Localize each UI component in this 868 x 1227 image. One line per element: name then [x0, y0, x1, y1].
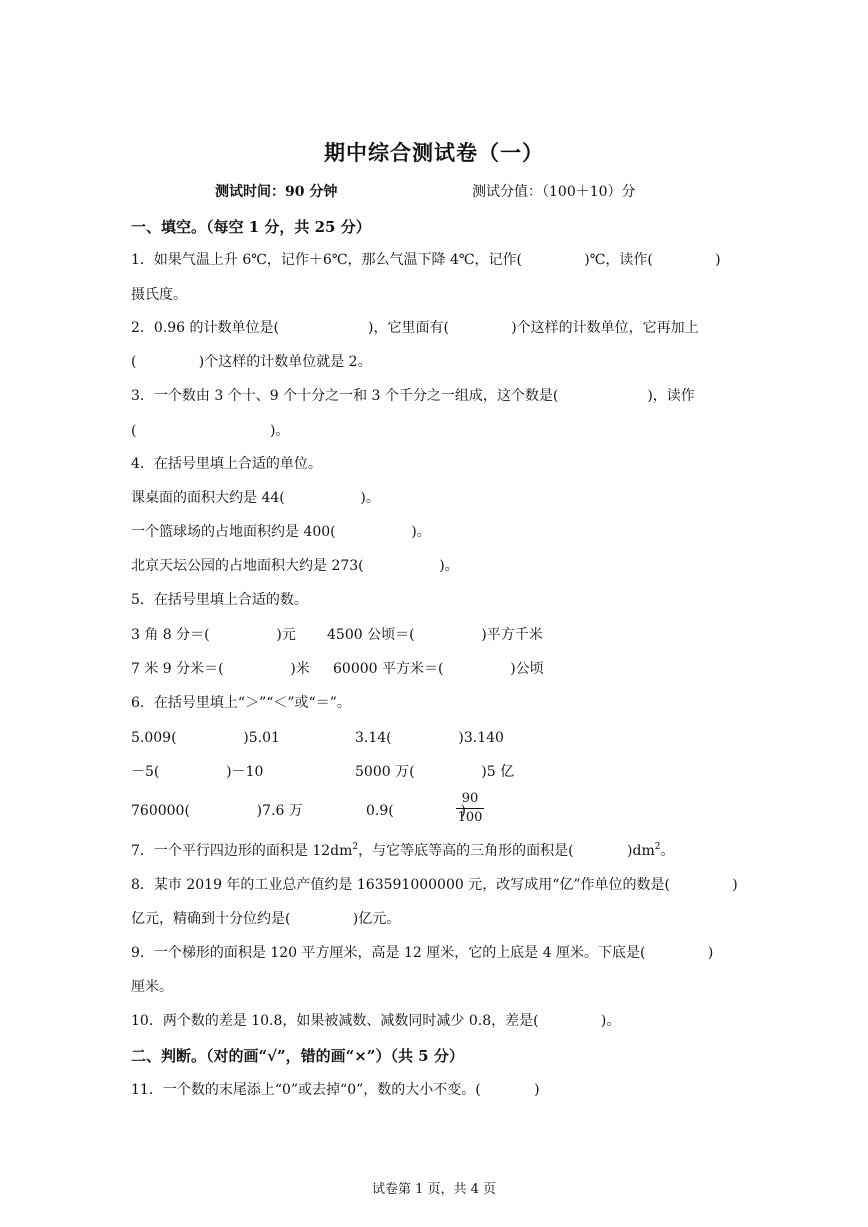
q7-end: 。 [660, 843, 675, 859]
q1-line-1: 1．如果气温上升 6℃，记作＋6℃，那么气温下降 4℃，记作( )℃，读作( ) [131, 252, 721, 268]
q3-line-1: 3．一个数由 3 个十、9 个十分之一和 3 个千分之一组成，这个数是( )，读作 [131, 388, 695, 404]
fraction-denominator: 100 [457, 810, 483, 825]
fraction-numerator: 90 [461, 791, 479, 806]
page-title: 期中综合测试卷（一） [324, 140, 544, 165]
q1-line-2: 摄氏度。 [131, 287, 187, 303]
q6-row-2-a: －5( )－10 [131, 764, 264, 780]
test-time: 测试时间：90 分钟 [215, 184, 338, 200]
q4-line-1: 课桌面的面积大约是 44( )。 [131, 490, 380, 506]
q9-line-1: 9．一个梯形的面积是 120 平方厘米，高是 12 厘米，它的上底是 4 厘米。下底是( ) [131, 945, 714, 961]
q5-row-2-b: 60000 平方米＝( )公顷 [333, 661, 544, 677]
q7-line [131, 841, 674, 861]
q6-stem: 6．在括号里填上“＞”“＜”或“＝”。 [131, 695, 351, 711]
q8-line-1: 8．某市 2019 年的工业总产值约是 163591000000 元，改写成用“亿”作单位的数是( ) [131, 877, 738, 893]
q11-line: 11．一个数的末尾添上“0”或去掉“0”，数的大小不变。( ) [131, 1082, 540, 1098]
q4-line-3: 北京天坛公园的占地面积大约是 273( )。 [131, 558, 459, 574]
q9-line-2: 厘米。 [131, 979, 173, 995]
q5-row-1-a: 3 角 8 分＝( )元 [131, 627, 296, 643]
q6-row-3-b: 0.9( ) [366, 803, 466, 819]
q2-line-2: ( )个这样的计数单位就是 2。 [131, 354, 372, 370]
q8-line-2: 亿元，精确到十分位约是( )亿元。 [131, 911, 401, 927]
q5-row-1-b: 4500 公顷＝( )平方千米 [327, 627, 543, 643]
q5-row-2-a: 7 米 9 分米＝( )米 [131, 661, 310, 677]
fraction-bar [456, 808, 484, 809]
fraction-90-100 [456, 791, 484, 826]
q3-line-2: ( )。 [131, 423, 290, 439]
q7-mid: ，与它等底等高的三角形的面积是( )dm [358, 843, 655, 859]
test-score: 测试分值：（100＋10）分 [472, 184, 636, 200]
section-2-heading: 二、判断。（对的画“√”，错的画“×”）（共 5 分） [131, 1047, 464, 1065]
q4-line-2: 一个篮球场的占地面积约是 400( )。 [131, 524, 431, 540]
q6-row-1-a: 5.009( )5.01 [131, 730, 280, 746]
q10-line: 10．两个数的差是 10.8，如果被减数、减数同时减少 0.8，差是( )。 [131, 1013, 621, 1029]
q6-row-3-a: 760000( )7.6 万 [131, 803, 303, 819]
q7-pre: 7．一个平行四边形的面积是 12dm [131, 843, 353, 859]
q4-stem: 4．在括号里填上合适的单位。 [131, 456, 322, 472]
section-1-heading: 一、填空。（每空 1 分，共 25 分） [131, 218, 371, 236]
q7-sup-2: 2 [654, 842, 661, 852]
q2-line-1: 2．0.96 的计数单位是( )，它里面有( )个这样的计数单位，它再加上 [131, 320, 699, 336]
page-footer: 试卷第 1 页，共 4 页 [371, 1182, 497, 1197]
q5-stem: 5．在括号里填上合适的数。 [131, 592, 308, 608]
q6-row-1-b: 3.14( )3.140 [355, 730, 504, 746]
q6-row-2-b: 5000 万( )5 亿 [355, 764, 515, 780]
q7-sup-1: 2 [352, 842, 359, 852]
